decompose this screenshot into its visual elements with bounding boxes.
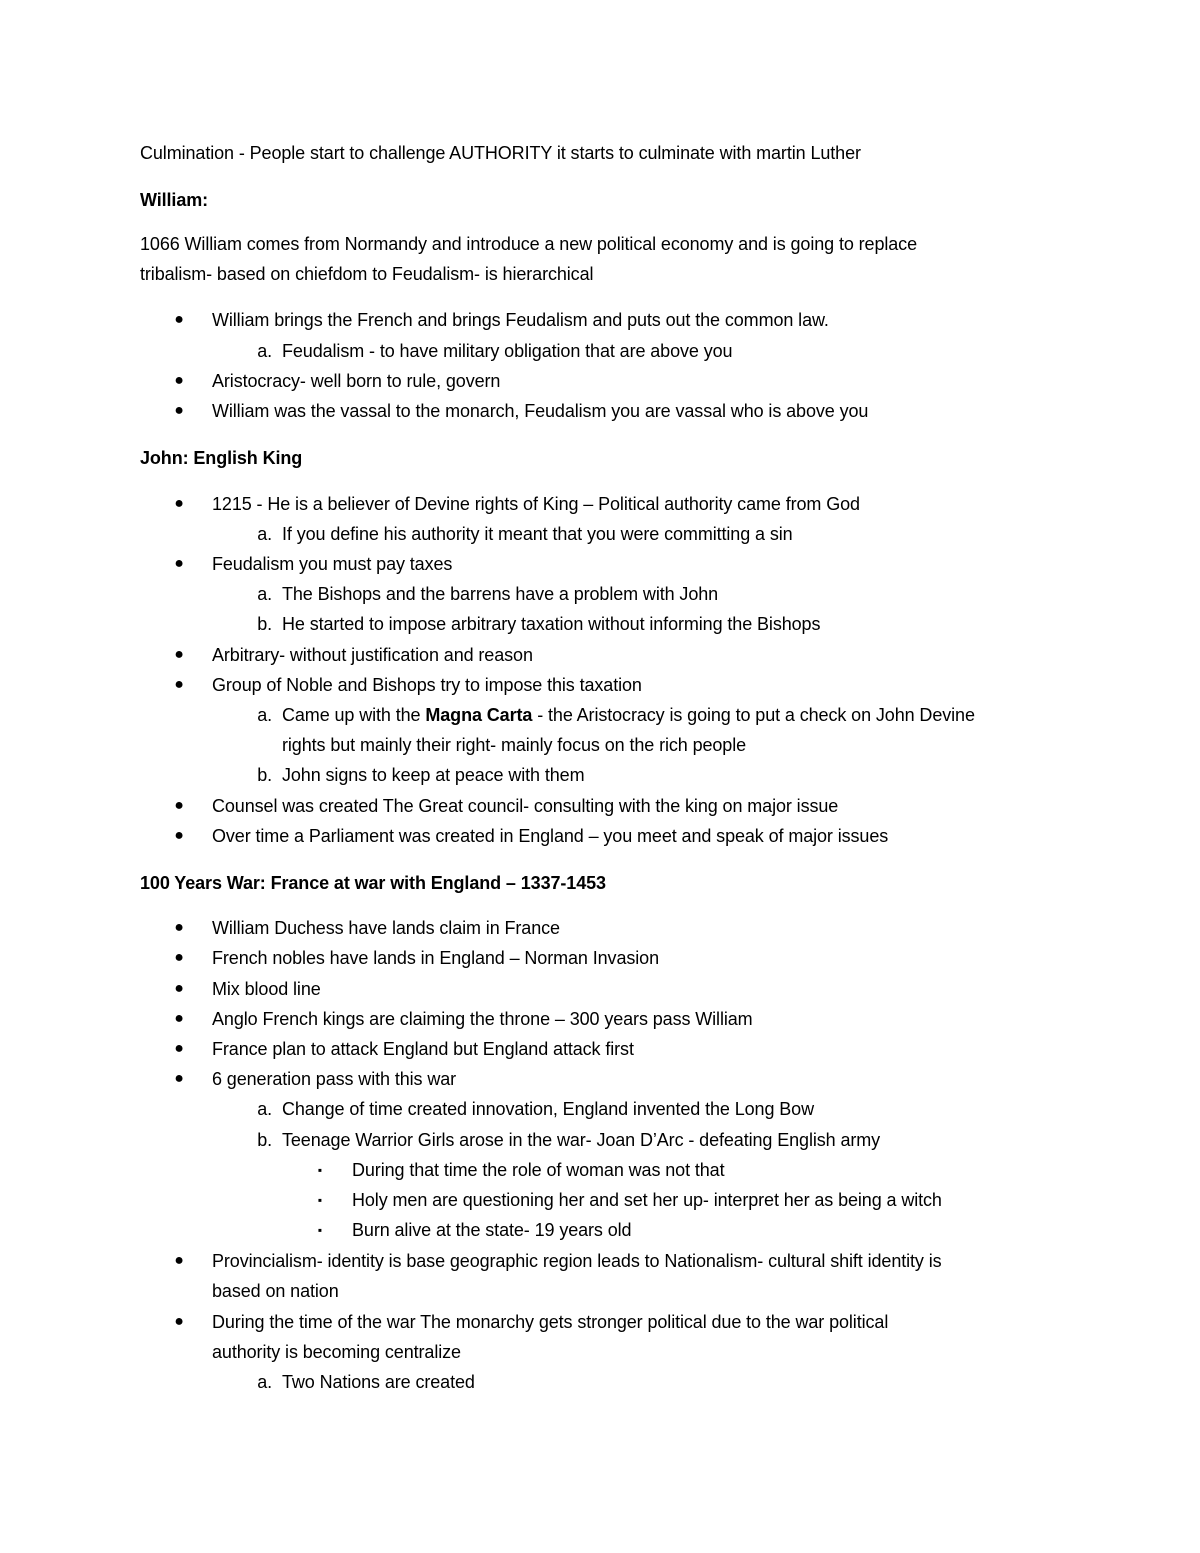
bullet-icon: ● [174,827,184,844]
list-item [0,1064,1200,1094]
square-bullet-icon: ▪ [317,1223,323,1237]
heading-text: John: English King [140,448,303,468]
list-item [0,1034,1200,1064]
bullet-icon: ● [174,919,184,936]
list-item-text: William brings the French and brings Feudalism and puts out the common law. [212,310,829,330]
bullet-icon: ● [174,1010,184,1027]
list-item-text: The Bishops and the barrens have a problem with John [282,584,719,604]
list-marker: a. [257,341,272,361]
list-item-text: Feudalism you must pay taxes [212,554,453,574]
list-item-text: Mix blood line [212,979,321,999]
list-marker: b. [257,614,272,634]
list-item [0,609,1200,639]
heading-text: William: [140,190,209,210]
list-item [0,791,1200,821]
emphasis-text: Magna Carta [425,705,533,725]
paragraph-line [0,138,1200,168]
list-marker: a. [257,524,272,544]
list-item [0,1215,1200,1245]
list-item-text [282,700,975,730]
bullet-icon: ● [174,676,184,693]
list-item [0,700,1200,730]
list-item-text: Feudalism - to have military obligation that are above you [282,341,733,361]
list-item-text: France plan to attack England but England attack first [212,1039,634,1059]
list-item-text: Two Nations are created [282,1372,475,1392]
list-item-text: Over time a Parliament was created in England – you meet and speak of major issues [212,826,889,846]
list-item [0,1246,1200,1276]
list-marker: a. [257,584,272,604]
list-item [0,1307,1200,1337]
list-item [0,670,1200,700]
square-bullet-icon: ▪ [317,1163,323,1177]
list-item [0,366,1200,396]
list-item-text: John signs to keep at peace with them [282,765,585,785]
section-heading [0,868,1200,898]
list-item-text: Provincialism- identity is base geographic region leads to Nationalism- cultural shift identity is [212,1251,942,1271]
list-item [0,579,1200,609]
list-item-text: 1215 - He is a believer of Devine rights of King – Political authority came from God [212,494,860,514]
list-item-text: authority is becoming centralize [212,1342,461,1362]
list-item-text: During that time the role of woman was not that [352,1160,725,1180]
list-item-text: Change of time created innovation, England invented the Long Bow [282,1099,814,1119]
bullet-icon: ● [174,646,184,663]
bullet-icon: ● [174,372,184,389]
list-item [0,913,1200,943]
paragraph-text: tribalism- based on chiefdom to Feudalism- is hierarchical [140,264,594,284]
list-item-text: Anglo French kings are claiming the throne – 300 years pass William [212,1009,753,1029]
paragraph-text: 1066 William comes from Normandy and introduce a new political economy and is going to replace [140,234,917,254]
bullet-icon: ● [174,555,184,572]
list-item [0,519,1200,549]
list-item-text: Arbitrary- without justification and reason [212,645,533,665]
text-run: Came up with the [282,705,426,725]
list-item-text: Teenage Warrior Girls arose in the war- Joan D’Arc - defeating English army [282,1130,881,1150]
list-item [0,396,1200,426]
bullet-icon: ● [174,402,184,419]
list-item [0,489,1200,519]
list-item [0,549,1200,579]
list-item-text: William was the vassal to the monarch, Feudalism you are vassal who is above you [212,401,869,421]
list-item [0,821,1200,851]
paragraph-line [0,259,1200,289]
bullet-icon: ● [174,1040,184,1057]
section-heading [0,185,1200,215]
list-item [0,336,1200,366]
heading-text: 100 Years War: France at war with England – 1337-1453 [140,873,606,893]
list-item-text: He started to impose arbitrary taxation without informing the Bishops [282,614,821,634]
list-item-text: 6 generation pass with this war [212,1069,457,1089]
list-item-text: Holy men are questioning her and set her up- interpret her as being a witch [352,1190,942,1210]
list-item [0,1185,1200,1215]
list-marker: a. [257,705,272,725]
list-item [0,305,1200,335]
list-item-text: If you define his authority it meant that you were committing a sin [282,524,793,544]
list-item [0,760,1200,790]
list-item-text: William Duchess have lands claim in France [212,918,560,938]
list-marker: a. [257,1099,272,1119]
list-item [0,1276,1200,1306]
list-item-text: French nobles have lands in England – Norman Invasion [212,948,659,968]
square-bullet-icon: ▪ [317,1193,323,1207]
bullet-icon: ● [174,949,184,966]
bullet-icon: ● [174,797,184,814]
bullet-icon: ● [174,1252,184,1269]
list-marker: b. [257,765,272,785]
list-item [0,974,1200,1004]
list-item [0,1004,1200,1034]
list-item-text: Aristocracy- well born to rule, govern [212,371,501,391]
list-item [0,730,1200,760]
bullet-icon: ● [174,311,184,328]
list-item [0,943,1200,973]
list-item-text: Counsel was created The Great council- consulting with the king on major issue [212,796,839,816]
list-marker: a. [257,1372,272,1392]
paragraph-text: Culmination - People start to challenge AUTHORITY it starts to culminate with martin Luther [140,143,861,163]
list-item [0,1367,1200,1397]
list-item [0,1094,1200,1124]
paragraph-line [0,229,1200,259]
list-item-text: rights but mainly their right- mainly focus on the rich people [282,735,747,755]
list-item-text: Burn alive at the state- 19 years old [352,1220,632,1240]
list-item [0,1155,1200,1185]
list-marker: b. [257,1130,272,1150]
list-item [0,1125,1200,1155]
bullet-icon: ● [174,495,184,512]
bullet-icon: ● [174,1313,184,1330]
text-run: - the Aristocracy is going to put a check on John Devine [532,705,975,725]
list-item-text: Group of Noble and Bishops try to impose this taxation [212,675,642,695]
section-heading [0,443,1200,473]
bullet-icon: ● [174,980,184,997]
list-item-text: based on nation [212,1281,339,1301]
list-item [0,640,1200,670]
bullet-icon: ● [174,1070,184,1087]
list-item-text: During the time of the war The monarchy gets stronger political due to the war political [212,1312,889,1332]
list-item [0,1337,1200,1367]
